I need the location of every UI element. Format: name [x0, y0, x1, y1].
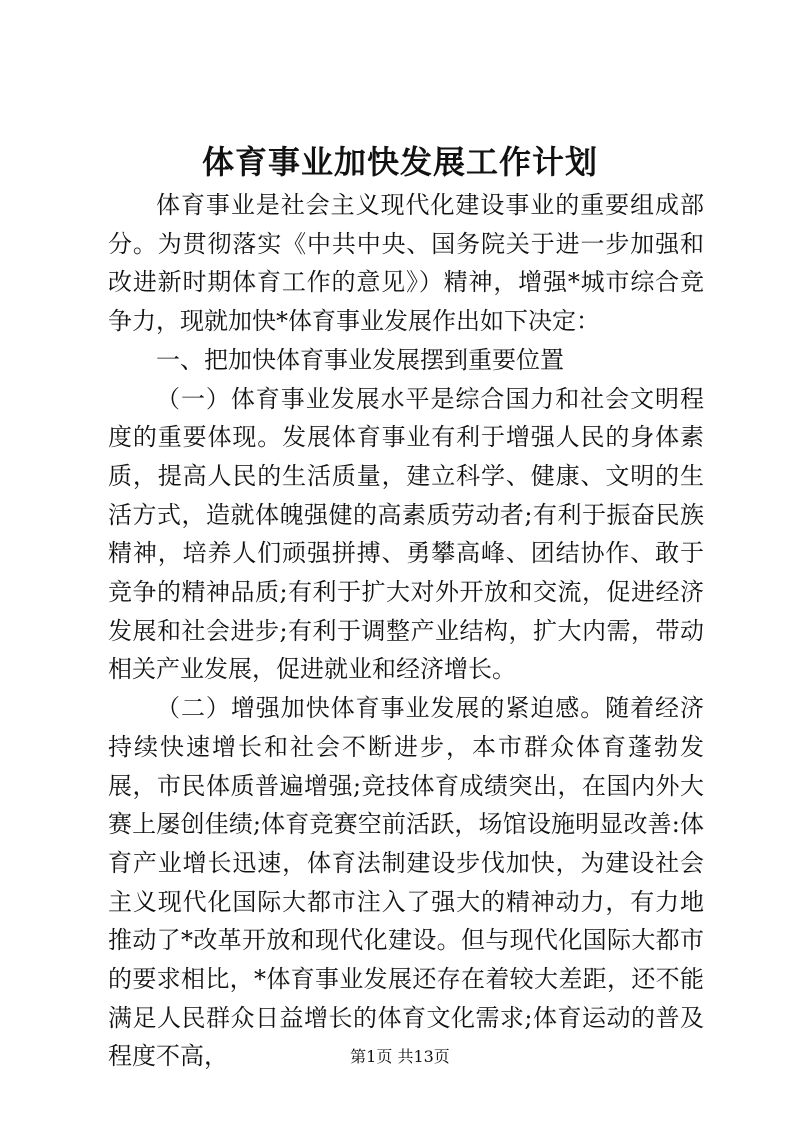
section-heading-1: 一、把加快体育事业发展摆到重要位置	[156, 345, 564, 374]
document-body	[108, 186, 704, 1076]
paragraph-intro: 体育事业是社会主义现代化建设事业的重要组成部分。为贯彻落实《中共中央、国务院关于进一步加强和改进新时期体育工作的意见》）精神，增强*城市综合竞争力，现就加快*体育事业发展作出如下决定：	[108, 191, 704, 336]
page-number-footer: 第1页 共13页	[350, 1047, 450, 1066]
paragraph-section-1-2: （二）增强加快体育事业发展的紧迫感。随着经济持续快速增长和社会不断进步，本市群众体育蓬勃发展，市民体质普遍增强;竞技体育成绩突出，在国内外大赛上屡创佳绩;体育竞赛空前活跃，场馆设施明显改善:体育产业增长迅速，体育法制建设步伐加快，为建设社会主义现代化国际大都市注入了强大的精神动力，有力地推动了*改革开放和现代化建设。但与现代化国际大都市的要求相比，*体育事业发展还存在着较大差距，还不能满足人民群众日益增长的体育文化需求;体育运动的普及程度不高，	[108, 694, 704, 1071]
document-title: 体育事业加快发展工作计划	[201, 143, 598, 181]
paragraph-section-1-1: （一）体育事业发展水平是综合国力和社会文明程度的重要体现。发展体育事业有利于增强人民的身体素质，提高人民的生活质量，建立科学、健康、文明的生活方式，造就体魄强健的高素质劳动者;有利于振奋民族精神，培养人们顽强拼搏、勇攀高峰、团结协作、敢于竞争的精神品质;有利于扩大对外开放和交流，促进经济发展和社会进步;有利于调整产业结构，扩大内需，带动相关产业发展，促进就业和经济增长。	[108, 384, 704, 684]
